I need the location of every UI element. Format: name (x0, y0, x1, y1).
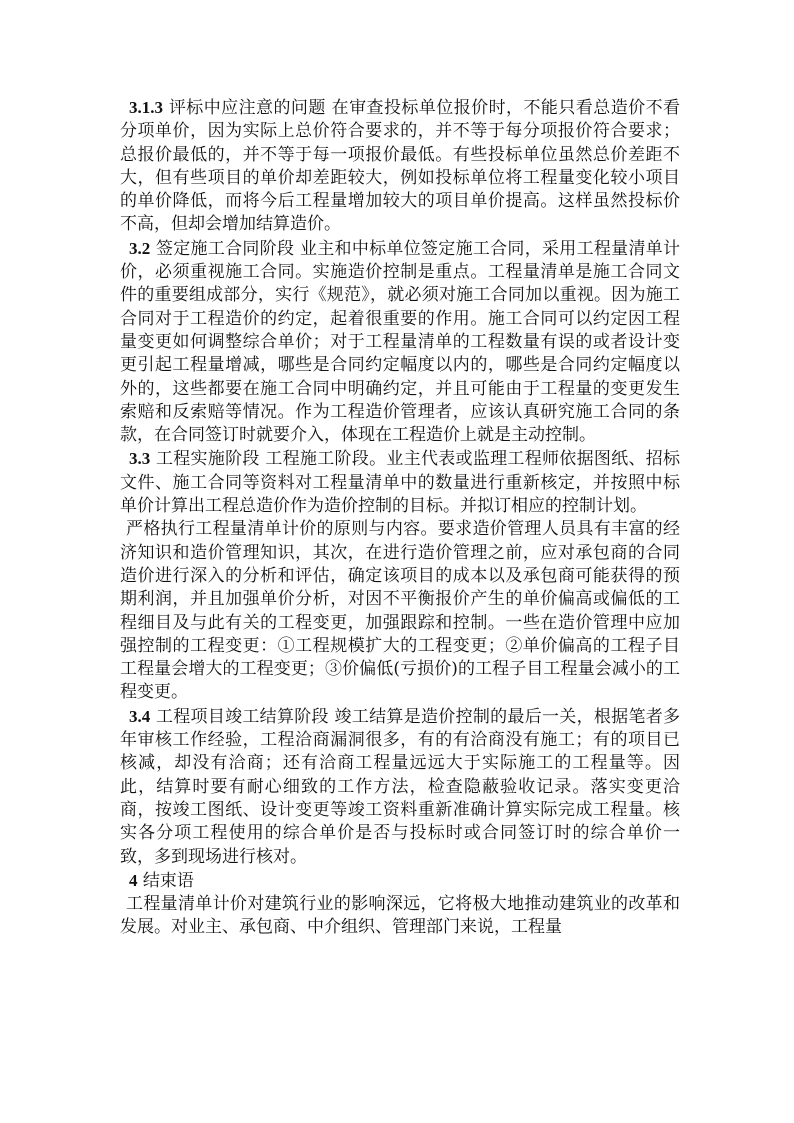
section-number: 3.2 (129, 238, 151, 258)
paragraph-cost-management (120, 518, 680, 704)
paragraph-text: 业主和中标单位签定施工合同，采用工程量清单计价，必须重视施工合同。实施造价控制是重点。工程量清单是施工合同文件的重要组成部分，实行《规范》，就必须对施工合同加以重视。因为施工合同对于工程造价的约定，起着很重要的作用。施工合同可以约定因工程量变更如何调整综合单价；对于工程量清单的工程数量有误的或者设计变更引起工程量增减，哪些是合同约定幅度以内的，哪些是合同约定幅度以外的，这些都要在施工合同中明确约定，并且可能由于工程量的变更发生索赔和反索赔等情况。作为工程造价管理者，应该认真研究施工合同的条款，在合同签订时就要介入，体现在工程造价上就是主动控制。 (120, 238, 681, 446)
paragraph-conclusion (120, 893, 680, 940)
section-number: 3.1.3 (129, 98, 163, 117)
paragraph-text: 严格执行工程量清单计价的原则与内容。要求造价管理人员具有丰富的经济知识和造价管理知识，其次，在进行造价管理之前，应对承包商的合同造价进行深入的分析和评估，确定该项目的成本以及承包商可能获得的预期利润，并且加强单价分析，对因不平衡报价产生的单价偏高或偏低的工程细目及与此有关的工程变更，加强跟踪和控制。一些在造价管理中应加强控制的工程变更：①工程规模扩大的工程变更；②单价偏高的工程子目工程量会增大的工程变更；③价偏低(亏损价)的工程子目工程量会减小的工程变更。 (120, 519, 680, 703)
section-title: 评标中应注意的问题 (168, 98, 326, 118)
section-title: 签定施工合同阶段 (155, 238, 295, 259)
paragraph-text: 工程量清单计价对建筑行业的影响深远，它将极大地推动建筑业的改革和发展。对业主、承包商、中介组织、管理部门来说，工程量 (120, 894, 680, 938)
section-title: 工程实施阶段 (155, 449, 260, 470)
section-title: 工程项目竣工结算阶段 (155, 706, 329, 727)
paragraph-text: 在审查投标单位报价时，不能只看总造价不看分项单价，因为实际上总价符合要求的，并不等于每分项报价符合要求；总报价最低的，并不等于每一项报价最低。有些投标单位虽然总价差距不大，但有些项目的单价却差距较大，例如投标单位将工程量变化较小项目的单价降低，而将今后工程量增加较大的项目单价提高。这样虽然投标价不高，但却会增加结算造价。 (120, 98, 681, 235)
heading-4-conclusion (120, 869, 680, 893)
paragraph-3-3 (120, 447, 680, 518)
paragraph-3-2 (120, 237, 680, 448)
paragraph-text: 工程施工阶段。业主代表或监理工程师依据图纸、招标文件、施工合同等资料对工程量清单中的数量进行重新核定，并按照中标单价计算出工程总造价作为造价控制的目标。并拟订相应的控制计划。 (120, 449, 681, 517)
section-number: 3.3 (129, 449, 151, 469)
section-number: 4 (129, 870, 138, 890)
section-number: 3.4 (129, 706, 151, 726)
section-title: 结束语 (142, 870, 194, 891)
document-page (120, 96, 680, 940)
paragraph-3-1-3 (120, 96, 680, 237)
paragraph-text: 竣工结算是造价控制的最后一关，根据笔者多年审核工作经验，工程洽商漏洞很多，有的有洽商没有施工；有的项目已核减，却没有洽商；还有洽商工程量远远大于实际施工的工程量等。因此，结算时要有耐心细致的工作方法，检查隐蔽验收记录。落实变更洽商，按竣工图纸、设计变更等竣工资料重新准确计算实际完成工程量。核实各分项工程使用的综合单价是否与投标时或合同签订时的综合单价一致，多到现场进行核对。 (120, 706, 681, 867)
paragraph-3-4 (120, 705, 680, 869)
